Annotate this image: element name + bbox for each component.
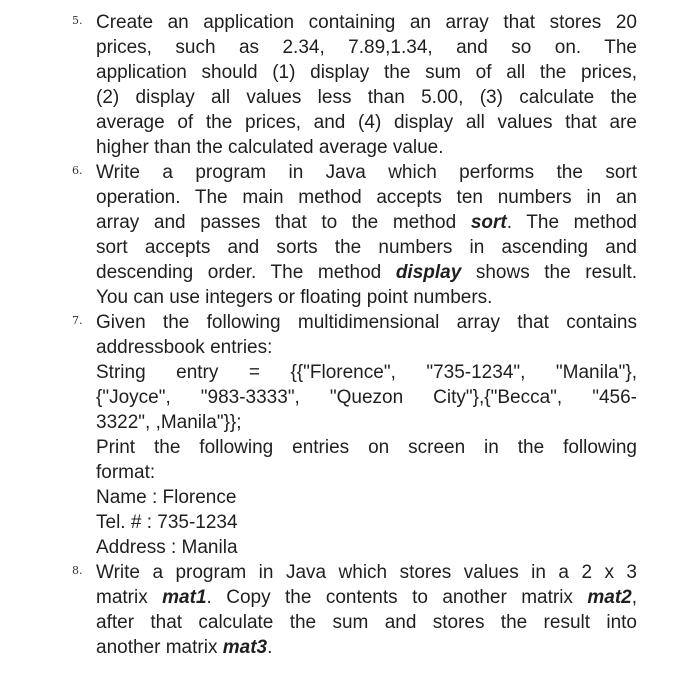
text-run: descending order. The method (96, 262, 396, 283)
text-run: another matrix (96, 637, 223, 658)
code-line: 3322", ,Manila"}}; (96, 412, 242, 433)
code-line: {"Joyce", "983-3333", "Quezon City"},{"Becca", "456- (96, 387, 637, 408)
item-text-line: (2) display all values less than 5.00, (3) calculate the (96, 87, 637, 108)
format-tel-line: Tel. # : 735-1234 (96, 512, 238, 533)
format-address-line: Address : Manila (96, 537, 238, 558)
item-text-line: Given the following multidimensional array that contains (96, 312, 637, 333)
text-run: shows the result. (461, 262, 637, 283)
item-text-line: You can use integers or floating point numbers. (96, 287, 493, 308)
method-name-sort: sort (470, 212, 507, 233)
item-number: 5. (72, 14, 83, 27)
item-text-line: after that calculate the sum and stores the result into (96, 612, 637, 633)
item-text-line: operation. The main method accepts ten numbers in an (96, 187, 637, 208)
exercise-item-7 (72, 310, 637, 560)
item-text-line: average of the prices, and (4) display all values that are (96, 112, 637, 133)
item-text-line: format: (96, 462, 156, 483)
item-text-line: addressbook entries: (96, 337, 273, 358)
text-run: matrix (96, 587, 163, 608)
item-text-line: higher than the calculated average value. (96, 137, 444, 158)
method-name-display: display (395, 262, 462, 283)
item-text-line: application should (1) display the sum of all the prices, (96, 62, 637, 83)
matrix-name-mat2: mat2 (587, 587, 632, 608)
item-text-line (96, 635, 637, 660)
code-line: String entry = {{"Florence", "735-1234", "Manila"}, (96, 362, 637, 383)
format-name-line: Name : Florence (96, 487, 237, 508)
item-number: 8. (72, 564, 83, 577)
matrix-name-mat3: mat3 (222, 637, 268, 658)
item-text-line: Write a program in Java which stores values in a 2 x 3 (96, 562, 637, 583)
text-run: , (631, 587, 637, 608)
item-text-line (96, 260, 637, 285)
text-run: . (267, 637, 273, 658)
item-text-line: Create an application containing an array that stores 20 (96, 12, 637, 33)
item-text-line: Write a program in Java which performs the sort (96, 162, 637, 183)
item-text-line: prices, such as 2.34, 7.89,1.34, and so on. The (96, 37, 637, 58)
item-text-line: Print the following entries on screen in the following (96, 437, 637, 458)
item-text-line: sort accepts and sorts the numbers in ascending and (96, 237, 637, 258)
item-number: 7. (72, 314, 83, 327)
text-run: array and passes that to the method (96, 212, 471, 233)
matrix-name-mat1: mat1 (162, 587, 207, 608)
exercise-item-5 (72, 10, 637, 160)
exercise-item-8 (72, 560, 637, 660)
exercise-item-6 (72, 160, 637, 310)
item-number: 6. (72, 164, 83, 177)
item-text-line (96, 585, 637, 610)
text-run: . The method (506, 212, 637, 233)
item-text-line (96, 210, 637, 235)
text-run: . Copy the contents to another matrix (206, 587, 588, 608)
